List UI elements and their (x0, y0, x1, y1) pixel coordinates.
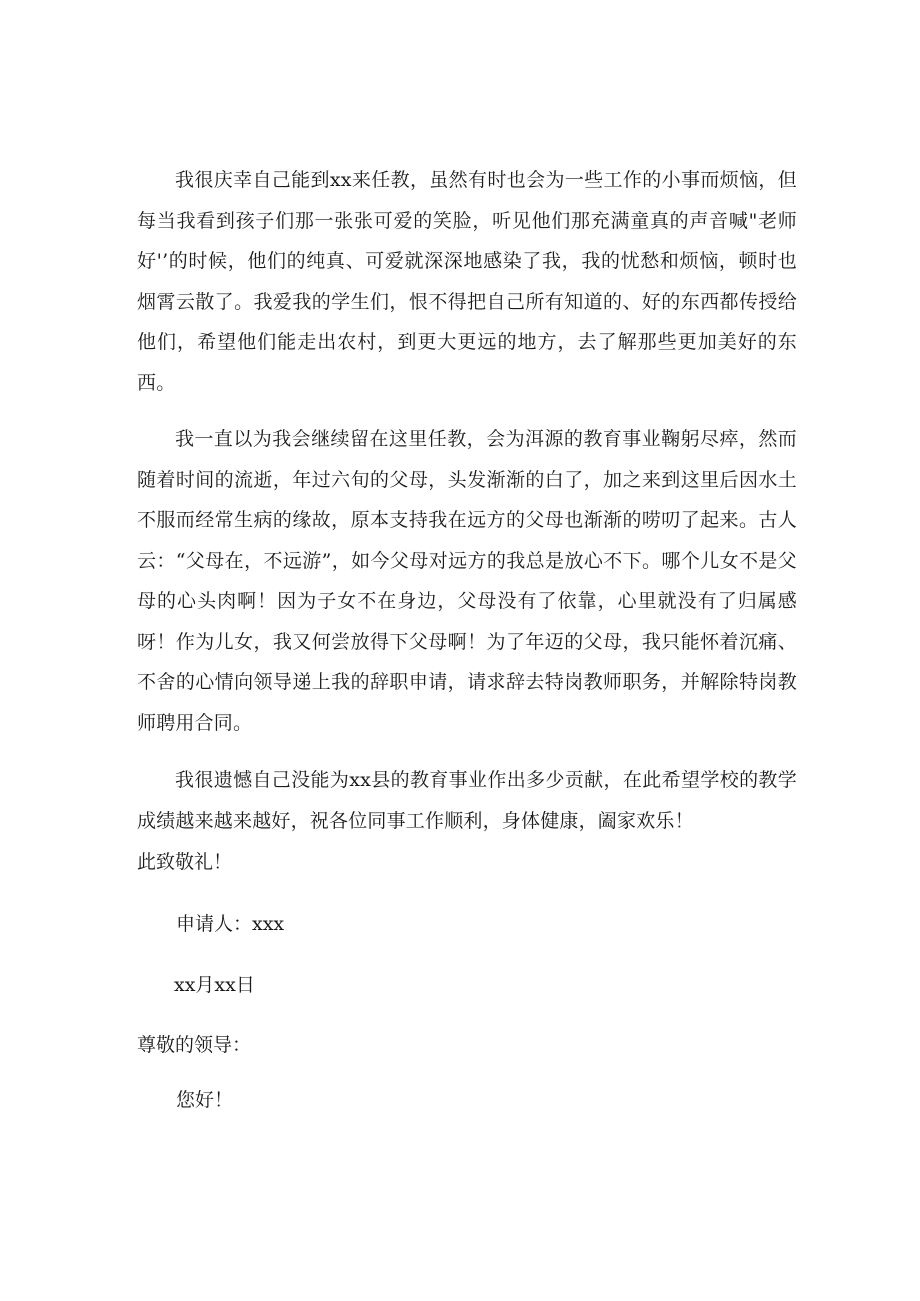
paragraph-reason: 我一直以为我会继续留在这里任教，会为洱源的教育事业鞠躬尽瘁，然而随着时间的流逝，年过六旬的父母，头发渐渐的白了，加之来到这里后因水土不服而经常生病的缘故，原本支持我在远方的父母也渐渐的唠叨了起来。古人云：“父母在，不远游”，如今父母对远方的我总是放心不下。哪个儿女不是父母的心头肉啊！因为子女不在身边，父母没有了依靠，心里就没有了归属感呀！作为儿女，我又何尝放得下父母啊！为了年迈的父母，我只能怀着沉痛、不舍的心情向领导递上我的辞职申请，请求辞去特岗教师职务，并解除特岗教师聘用合同。 (137, 428, 797, 734)
applicant-line: 申请人：xxx (176, 913, 285, 935)
paragraph-gratitude: 我很庆幸自己能到xx来任教，虽然有时也会为一些工作的小事而烦恼，但每当我看到孩子们那一张张可爱的笑脸，听见他们那充满童真的声音喊"老师好'’的时候，他们的纯真、可爱就深深地感染了我，我的忧愁和烦恼，顿时也烟霄云散了。我爱我的学生们，恨不得把自己所有知道的、好的东西都传授给他们，希望他们能走出农村，到更大更远的地方，去了解那些更加美好的东西。 (137, 169, 797, 394)
salutation-line: 尊敬的领导： (137, 1034, 252, 1056)
greeting-line: 您好！ (176, 1089, 234, 1111)
closing-line: 此致敬礼！ (137, 851, 233, 873)
date-line: xx月xx日 (174, 974, 255, 996)
paragraph-wishes: 我很遗憾自己没能为xx县的教育事业作出多少贡献，在此希望学校的教学成绩越来越来越好，祝各位同事工作顺利，身体健康，阖家欢乐！ (137, 769, 797, 832)
